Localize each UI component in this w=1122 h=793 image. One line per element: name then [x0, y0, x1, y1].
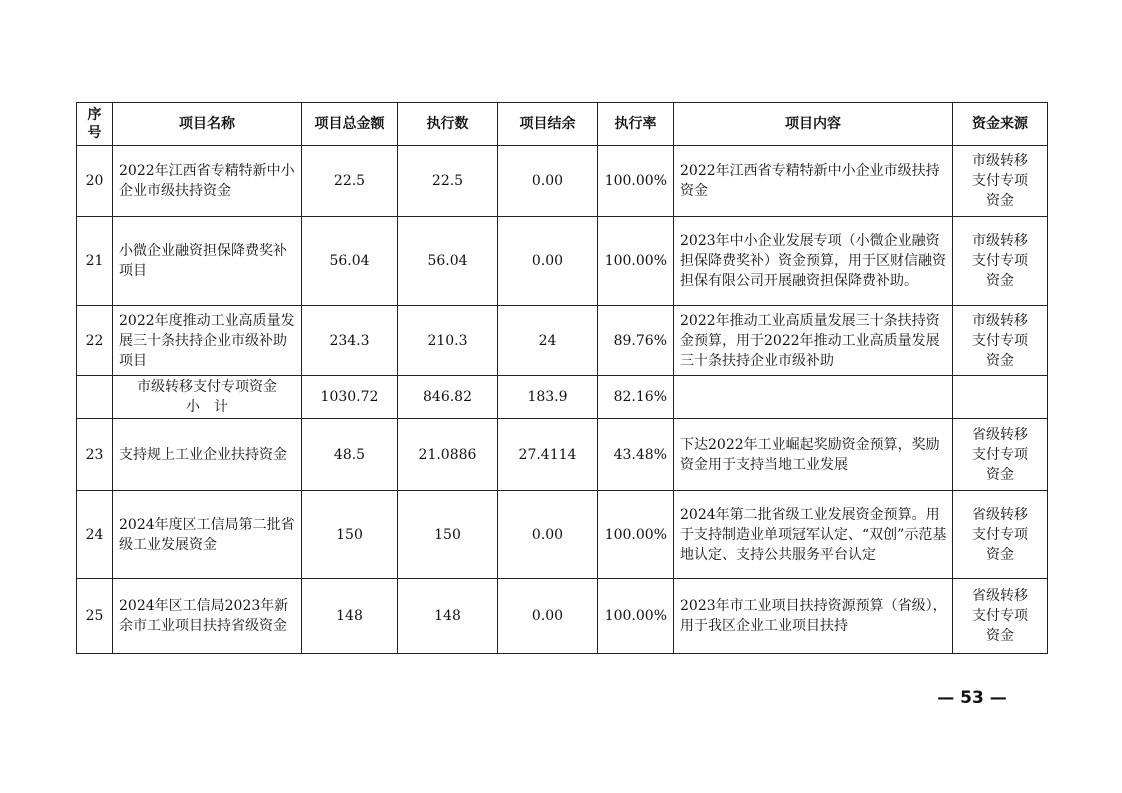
row-source: 市级转移支付专项资金 — [953, 306, 1048, 376]
header-rate: 执行率 — [598, 103, 674, 146]
subtotal-label-line2: 小 计 — [186, 399, 228, 415]
table-row — [77, 146, 1048, 217]
row-seq: 21 — [77, 217, 113, 306]
row-content: 2022年江西省专精特新中小企业市级扶持资金 — [674, 146, 953, 217]
subtotal-label — [113, 376, 302, 419]
row-name: 2024年度区工信局第二批省级工业发展资金 — [113, 491, 302, 579]
row-name: 2022年江西省专精特新中小企业市级扶持资金 — [113, 146, 302, 217]
row-total: 56.04 — [302, 217, 398, 306]
row-seq: 25 — [77, 579, 113, 654]
row-content: 2024年第二批省级工业发展资金预算。用于支持制造业单项冠军认定、“双创”示范基地认定、支持公共服务平台认定 — [674, 491, 953, 579]
table-row — [77, 419, 1048, 491]
subtotal-source-empty — [953, 376, 1048, 419]
table-row — [77, 217, 1048, 306]
header-name: 项目名称 — [113, 103, 302, 146]
table-row — [77, 491, 1048, 579]
row-rate: 100.00% — [598, 491, 674, 579]
row-source: 市级转移支付专项资金 — [953, 146, 1048, 217]
row-source: 省级转移支付专项资金 — [953, 579, 1048, 654]
subtotal-rate: 82.16% — [598, 376, 674, 419]
row-rate: 89.76% — [598, 306, 674, 376]
subtotal-row — [77, 376, 1048, 419]
row-total: 22.5 — [302, 146, 398, 217]
row-executed: 148 — [398, 579, 498, 654]
row-seq: 23 — [77, 419, 113, 491]
row-balance: 0.00 — [498, 491, 598, 579]
row-name: 2024年区工信局2023年新余市工业项目扶持省级资金 — [113, 579, 302, 654]
row-source: 省级转移支付专项资金 — [953, 419, 1048, 491]
row-name: 2022年度推动工业高质量发展三十条扶持企业市级补助项目 — [113, 306, 302, 376]
row-rate: 100.00% — [598, 217, 674, 306]
row-executed: 56.04 — [398, 217, 498, 306]
row-balance: 0.00 — [498, 146, 598, 217]
row-executed: 21.0886 — [398, 419, 498, 491]
row-total: 150 — [302, 491, 398, 579]
page-number: — 53 — — [937, 688, 1007, 708]
subtotal-seq-empty — [77, 376, 113, 419]
table-row — [77, 579, 1048, 654]
row-rate: 100.00% — [598, 146, 674, 217]
row-balance: 0.00 — [498, 579, 598, 654]
table-header-row — [77, 103, 1048, 146]
row-total: 234.3 — [302, 306, 398, 376]
subtotal-balance: 183.9 — [498, 376, 598, 419]
row-balance: 27.4114 — [498, 419, 598, 491]
row-content: 2023年市工业项目扶持资源预算（省级），用于我区企业工业项目扶持 — [674, 579, 953, 654]
header-seq: 序号 — [77, 103, 113, 146]
header-source: 资金来源 — [953, 103, 1048, 146]
row-balance: 24 — [498, 306, 598, 376]
row-total: 148 — [302, 579, 398, 654]
row-seq: 22 — [77, 306, 113, 376]
subtotal-content-empty — [674, 376, 953, 419]
subtotal-executed: 846.82 — [398, 376, 498, 419]
row-executed: 22.5 — [398, 146, 498, 217]
row-balance: 0.00 — [498, 217, 598, 306]
budget-table — [76, 102, 1048, 654]
subtotal-label-line1: 市级转移支付专项资金 — [137, 379, 277, 395]
row-source: 省级转移支付专项资金 — [953, 491, 1048, 579]
row-content: 2023年中小企业发展专项（小微企业融资担保降费奖补）资金预算，用于区财信融资担保有限公司开展融资担保降费补助。 — [674, 217, 953, 306]
row-total: 48.5 — [302, 419, 398, 491]
row-executed: 150 — [398, 491, 498, 579]
subtotal-total: 1030.72 — [302, 376, 398, 419]
row-content: 2022年推动工业高质量发展三十条扶持资金预算，用于2022年推动工业高质量发展三十条扶持企业市级补助 — [674, 306, 953, 376]
header-balance: 项目结余 — [498, 103, 598, 146]
row-seq: 24 — [77, 491, 113, 579]
header-content: 项目内容 — [674, 103, 953, 146]
row-rate: 100.00% — [598, 579, 674, 654]
row-executed: 210.3 — [398, 306, 498, 376]
header-executed: 执行数 — [398, 103, 498, 146]
row-rate: 43.48% — [598, 419, 674, 491]
row-content: 下达2022年工业崛起奖励资金预算，奖励资金用于支持当地工业发展 — [674, 419, 953, 491]
row-name: 小微企业融资担保降费奖补项目 — [113, 217, 302, 306]
row-name: 支持规上工业企业扶持资金 — [113, 419, 302, 491]
row-seq: 20 — [77, 146, 113, 217]
row-source: 市级转移支付专项资金 — [953, 217, 1048, 306]
header-total: 项目总金额 — [302, 103, 398, 146]
table-row — [77, 306, 1048, 376]
